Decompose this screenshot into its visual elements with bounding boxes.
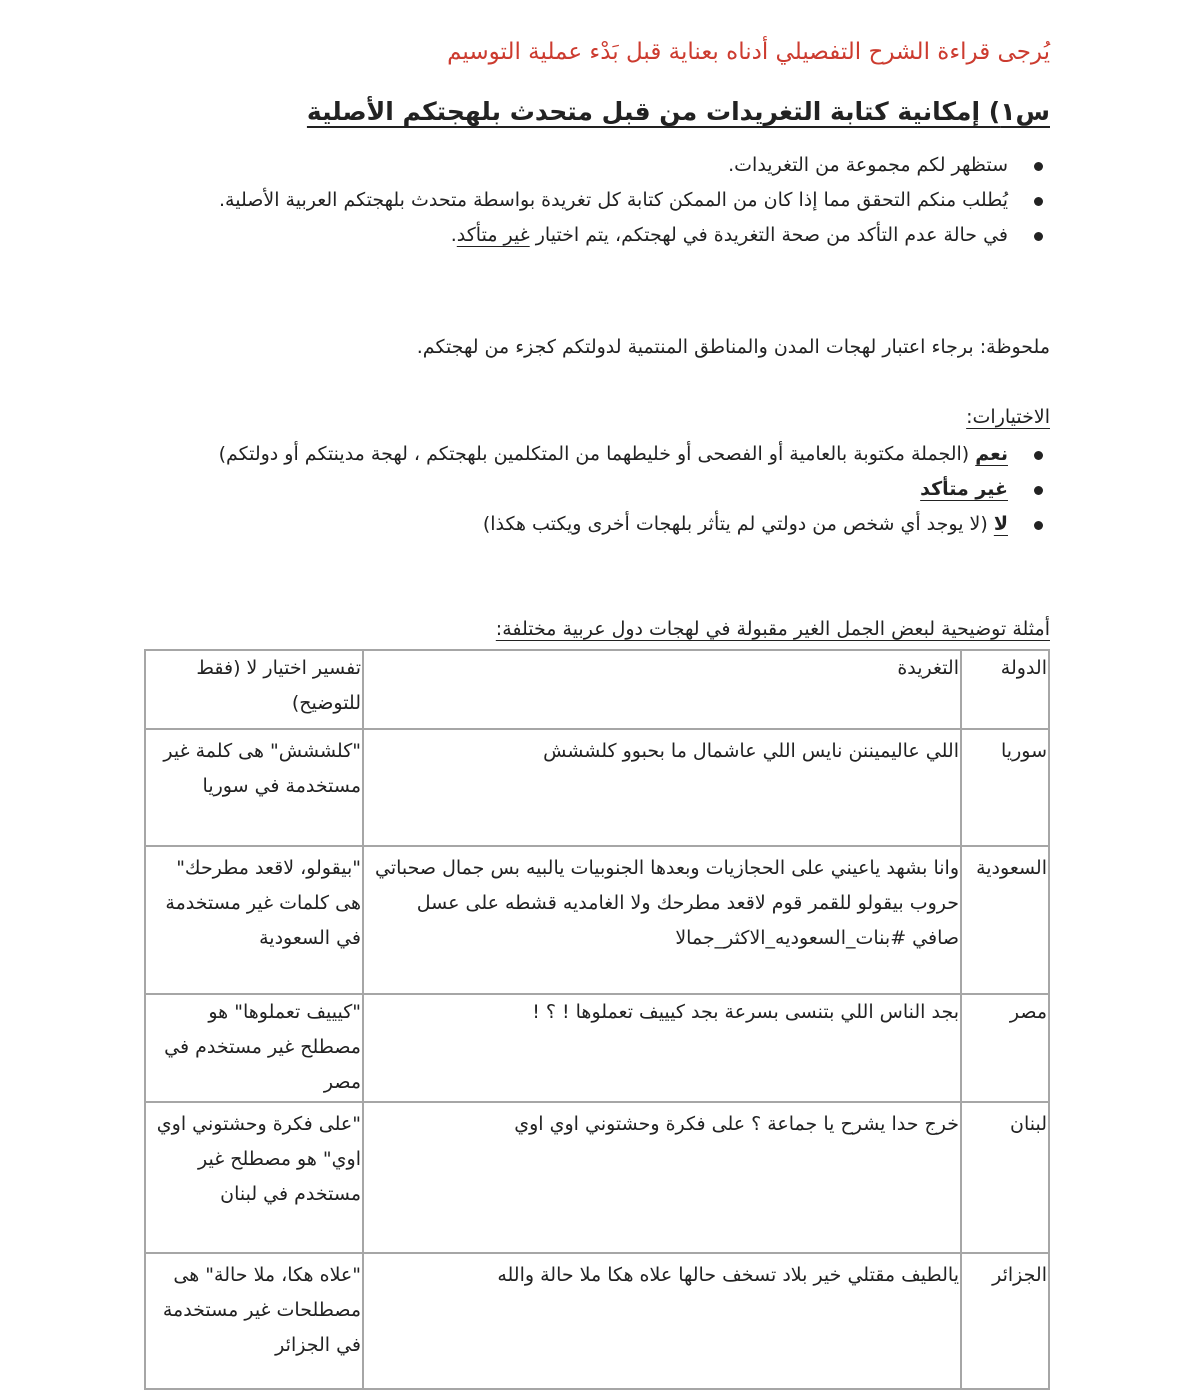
choice-label: لا xyxy=(993,513,1008,535)
instruction-text: يُطلب منكم التحقق مما إذا كان من الممكن كتابة كل تغريدة بواسطة متحدث بلهجتكم العربية الأصلية. xyxy=(218,189,1008,211)
table-row xyxy=(145,729,1049,846)
choice-not-sure xyxy=(210,472,1008,507)
cell-explanation: "كيييف تعملوها" هو مصطلح غير مستخدم في مصر xyxy=(145,994,363,1102)
table-row xyxy=(145,994,1049,1102)
choice-label: غير متأكد xyxy=(920,478,1008,500)
choice-no xyxy=(210,507,1008,542)
cell-country: لبنان xyxy=(961,1102,1049,1253)
instruction-item xyxy=(210,183,1008,218)
header-explanation: تفسير اختيار لا (فقط للتوضيح) xyxy=(145,650,363,729)
cell-tweet: يالطيف مقتلي خير بلاد تسخف حالها علاه هكا ملا حالة والله xyxy=(363,1253,961,1389)
cell-tweet: بجد الناس اللي بتنسى بسرعة بجد كيييف تعملوها ! ؟ ! xyxy=(363,994,961,1102)
instruction-end: . xyxy=(450,224,457,246)
choice-desc: (لا يوجد أي شخص من دولتي لم يتأثر بلهجات أخرى ويكتب هكذا) xyxy=(482,513,994,535)
cell-explanation: "كلششش" هى كلمة غير مستخدمة في سوريا xyxy=(145,729,363,846)
examples-table xyxy=(144,649,1050,1390)
cell-explanation: "بيقولو، لاقعد مطرحك" هى كلمات غير مستخدمة في السعودية xyxy=(145,846,363,994)
cell-country: سوريا xyxy=(961,729,1049,846)
cell-country: مصر xyxy=(961,994,1049,1102)
page-title: يُرجى قراءة الشرح التفصيلي أدناه بعناية قبل بَدْء عملية التوسيم xyxy=(447,39,1050,65)
cell-explanation: "علاه هكا، ملا حالة" هى مصطلحات غير مستخدمة في الجزائر xyxy=(145,1253,363,1389)
note-text: ملحوظة: برجاء اعتبار لهجات المدن والمناطق المنتمية لدولتكم كجزء من لهجتكم. xyxy=(416,336,1050,358)
cell-country: الجزائر xyxy=(961,1253,1049,1389)
choices-list xyxy=(210,437,1050,542)
header-tweet: التغريدة xyxy=(363,650,961,729)
question-heading: س١) إمكانية كتابة التغريدات من قبل متحدث بلهجتكم الأصلية xyxy=(306,97,1050,126)
choice-desc: (الجملة مكتوبة بالعامية أو الفصحى أو خليطهما من المتكلمين بلهجتكم ، لهجة مدينتكم أو دولتكم) xyxy=(218,443,976,465)
table-row xyxy=(145,1253,1049,1389)
table-row xyxy=(145,1102,1049,1253)
table-header-row xyxy=(145,650,1049,729)
cell-tweet: خرج حدا يشرح يا جماعة ؟ على فكرة وحشتوني اوي اوي xyxy=(363,1102,961,1253)
cell-explanation: "على فكرة وحشتوني اوي اوي" هو مصطلح غير مستخدم في لبنان xyxy=(145,1102,363,1253)
table-row xyxy=(145,846,1049,994)
instructions-list xyxy=(210,148,1050,253)
instruction-text: في حالة عدم التأكد من صحة التغريدة في لهجتكم، يتم اختيار xyxy=(529,224,1008,246)
instruction-text: ستظهر لكم مجموعة من التغريدات. xyxy=(728,154,1008,176)
cell-tweet: اللي عاليميننن نايس اللي عاشمال ما بحبوو كلششش xyxy=(363,729,961,846)
choices-heading: الاختيارات: xyxy=(966,406,1050,428)
header-country: الدولة xyxy=(961,650,1049,729)
cell-country: السعودية xyxy=(961,846,1049,994)
choice-yes xyxy=(210,437,1008,472)
cell-tweet: وانا بشهد ياعيني على الحجازيات وبعدها الجنوبيات يالبيه بس جمال صحباتي حروب بيقولو للقمر قوم لاقعد مطرحك ولا الغامديه قشطه على عسل صافي #بنات_السعوديه_الاكثر_جمالا xyxy=(363,846,961,994)
instruction-emphasis: غير متأكد xyxy=(456,224,530,246)
examples-heading: أمثلة توضيحية لبعض الجمل الغير مقبولة في لهجات دول عربية مختلفة: xyxy=(495,618,1050,640)
instruction-item xyxy=(210,148,1008,183)
choice-label: نعم xyxy=(975,443,1008,465)
instruction-item xyxy=(210,218,1008,253)
